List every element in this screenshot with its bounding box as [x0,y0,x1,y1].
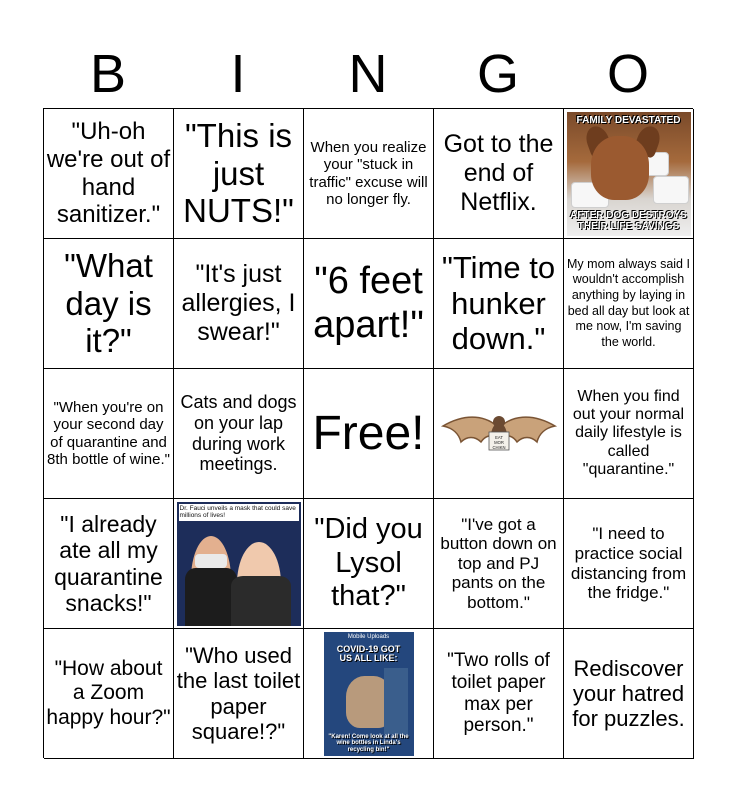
bingo-cell[interactable] [434,239,564,369]
cell-text: "Uh-oh we're out of hand sanitizer." [46,118,171,229]
bingo-cell[interactable] [564,629,694,759]
bingo-cell[interactable] [434,369,564,499]
bingo-cell[interactable] [44,629,174,759]
bingo-cell[interactable] [304,629,434,759]
cell-text: Cats and dogs on your lap during work meetings. [180,392,297,475]
header-letter-g: G [476,44,519,104]
bingo-cell[interactable] [174,629,304,759]
cell-text: "Who used the last toilet paper square!?" [176,642,301,744]
bingo-cell[interactable] [174,109,304,239]
meme-caption-main: COVID-19 GOT US ALL LIKE: [336,643,401,663]
cell-text: "Time to hunker down." [441,250,556,357]
svg-text:CHIKN: CHIKN [491,444,506,450]
cell-text: When you realize your "stuck in traffic" excuse will no longer fly. [309,139,428,208]
cell-text: When you find out your normal daily lifestyle is called "quarantine." [572,387,685,479]
dog-toilet-paper-meme-image [567,112,691,236]
bingo-cell[interactable] [304,499,434,629]
meme-caption-top: FAMILY DEVASTATED [576,114,681,126]
cell-text: "This is just NUTS!" [183,116,294,230]
svg-text:MOR: MOR [493,439,504,445]
bingo-header [43,40,693,108]
cell-text: "I need to practice social distancing from the fridge." [570,524,687,603]
meme-caption-bottom: AFTER DOG DESTROYS THEIR LIFE SAVINGS [570,209,687,232]
header-letter-n: N [348,44,388,104]
cell-text: "Two rolls of toilet paper max per person." [447,649,550,737]
cell-text: "How about a Zoom happy hour?" [46,657,171,729]
bingo-cell[interactable] [304,109,434,239]
bingo-cell[interactable] [434,109,564,239]
bingo-cell[interactable] [44,369,174,499]
bingo-cell[interactable] [434,629,564,759]
bingo-cell[interactable] [44,499,174,629]
meme-caption-bottom: "Karen! Come look at all the wine bottles in Linda's recycling bin!" [328,733,409,753]
bingo-cell[interactable] [174,499,304,629]
bingo-cell[interactable] [564,109,694,239]
free-space-cell[interactable] [304,369,434,499]
cat-covid-meme-image [324,632,414,756]
bingo-cell[interactable] [564,239,694,369]
bingo-cell[interactable] [174,239,304,369]
bingo-cell[interactable] [564,499,694,629]
bingo-cell[interactable] [44,239,174,369]
cell-text: Free! [312,406,425,460]
cell-text: "Did you Lysol that?" [314,513,423,613]
header-letter-b: B [89,44,127,104]
cell-text: "It's just allergies, I swear!" [181,260,296,346]
bingo-cell[interactable] [434,499,564,629]
bingo-cell[interactable] [564,369,694,499]
header-letter-o: O [606,44,649,104]
bingo-grid [43,108,693,758]
cell-text: My mom always said I wouldn't accomplish anything by laying in bed all day but look at me now, I'm saving the world. [567,256,690,349]
cell-text: "I've got a button down on top and PJ pants on the bottom." [440,514,557,612]
photo-caption: Dr. Fauci unveils a mask that could save millions of lives! [179,504,299,522]
cell-text: Got to the end of Netflix. [443,130,554,216]
cell-text: "When you're on your second day of quarantine and 8th bottle of wine." [47,399,170,468]
meme-caption-top: Mobile Uploads [347,633,390,640]
header-letter-i: I [230,44,246,104]
bat-icon [437,372,561,496]
bat-sign-text: EAT [494,434,503,440]
bingo-cell[interactable] [174,369,304,499]
cell-text: Rediscover your hatred for puzzles. [572,655,685,732]
bingo-cell[interactable] [304,239,434,369]
cell-text: "What day is it?" [64,246,153,360]
fauci-mask-photo-image [177,502,301,626]
bingo-cell[interactable] [44,109,174,239]
cell-text: "6 feet apart!" [313,259,424,346]
cell-text: "I already ate all my quarantine snacks!" [54,510,163,616]
